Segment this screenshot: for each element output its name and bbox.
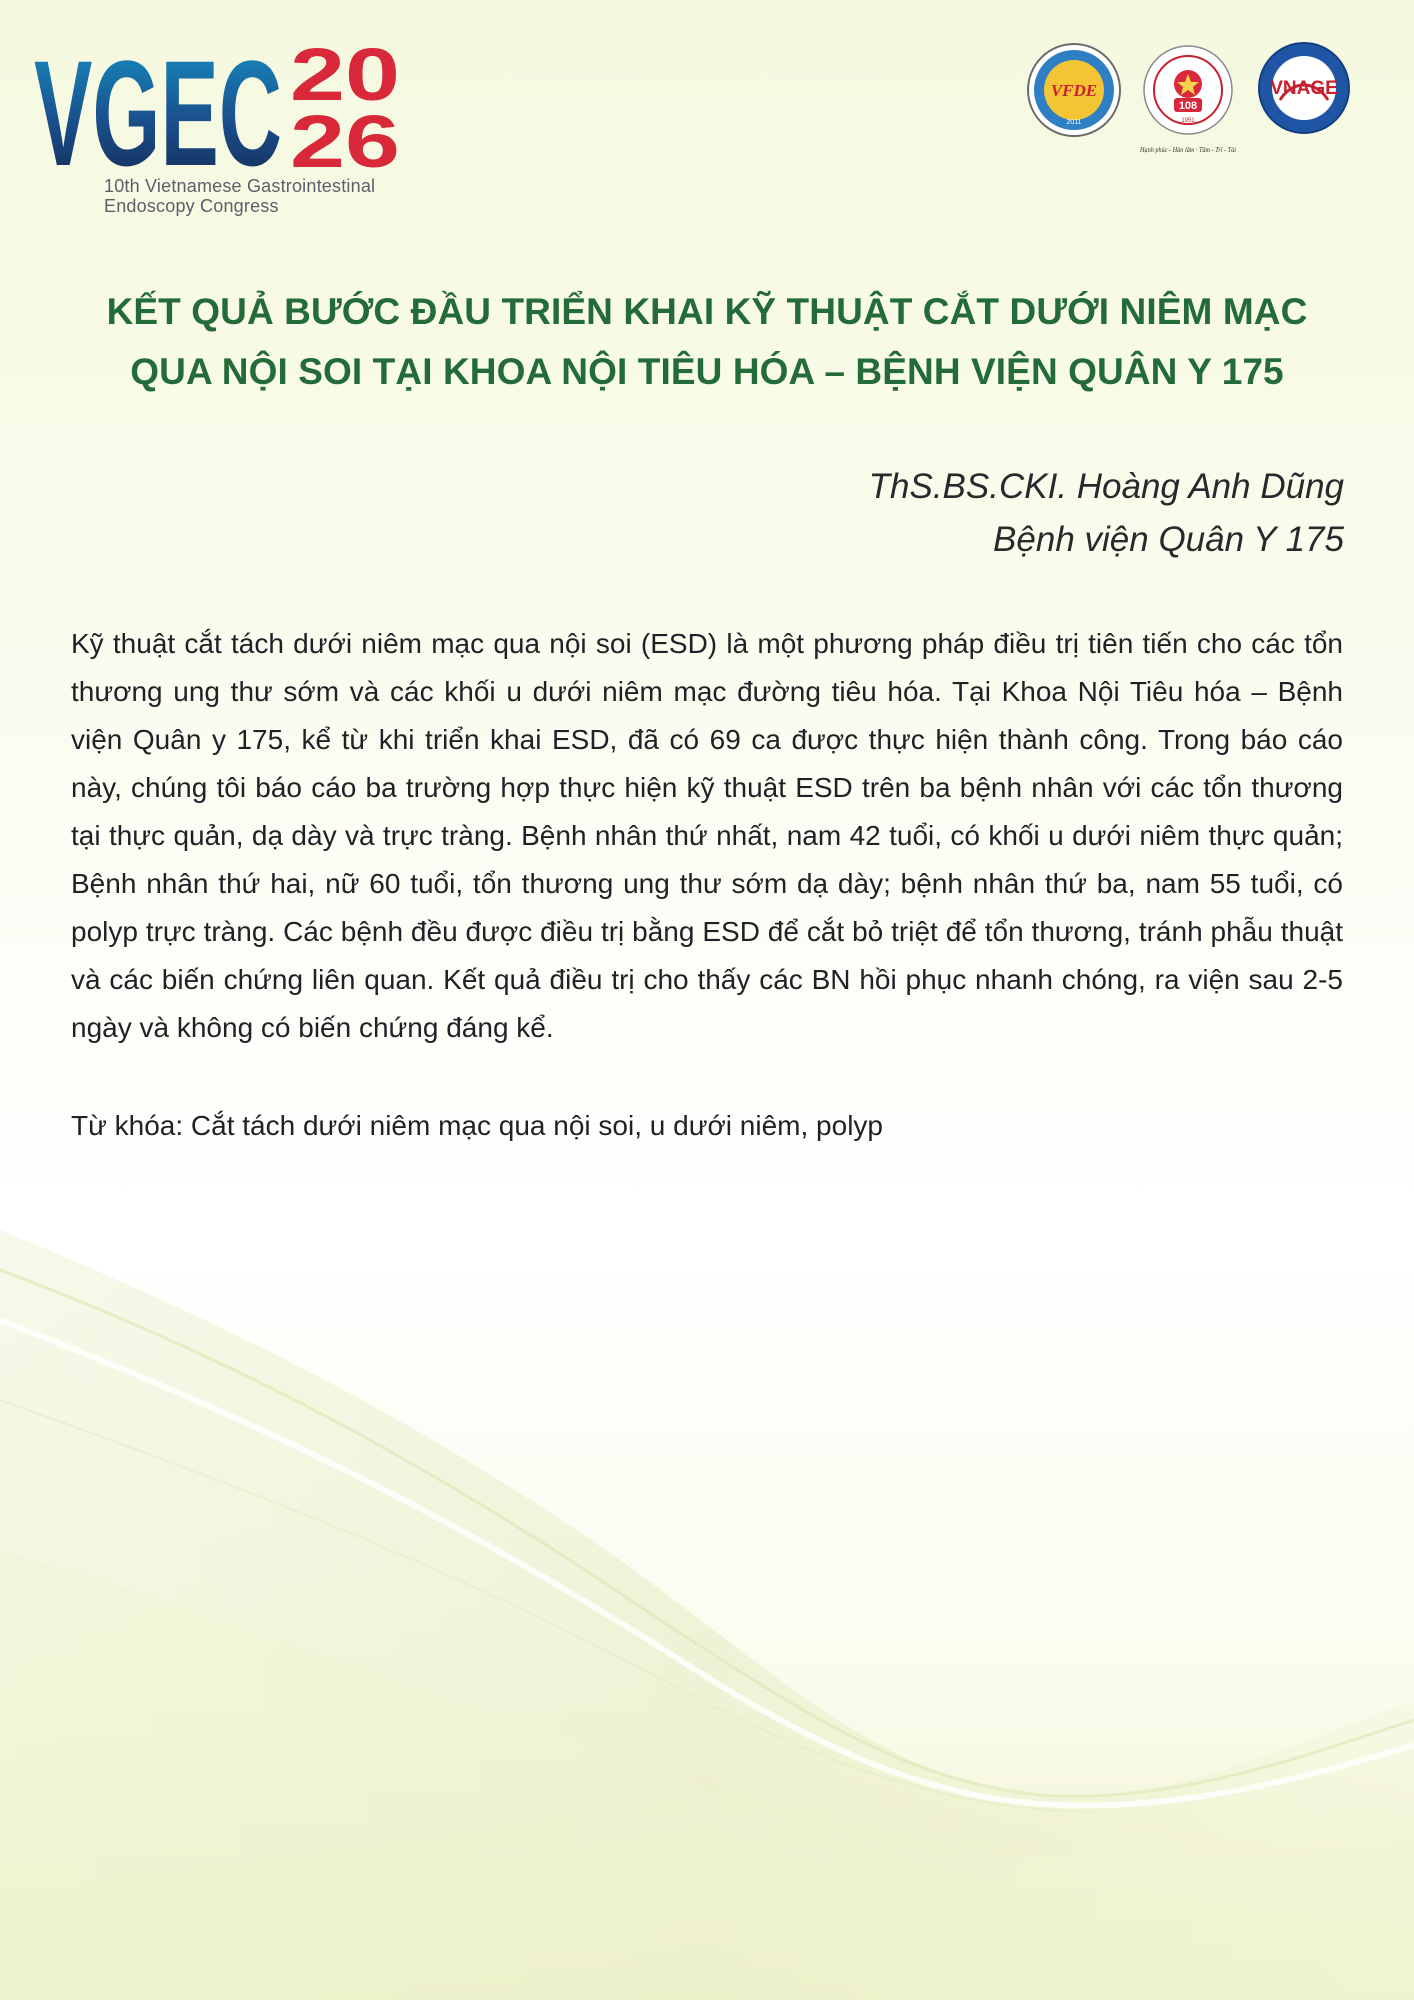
title-line-2: QUA NỘI SOI TẠI KHOA NỘI TIÊU HÓA – BỆNH VIỆN QUÂN Y 175 xyxy=(130,351,1284,392)
subtitle-line-1: 10th Vietnamese Gastrointestinal xyxy=(104,176,376,196)
vgec-letters: VGEC xyxy=(34,30,282,180)
vgec-logo-mark xyxy=(34,30,414,180)
abstract-body: Kỹ thuật cắt tách dưới niêm mạc qua nội soi (ESD) là một phương pháp điều trị tiên tiến cho các tổn thương ung thư sớm và các khối u dưới niêm mạc đường tiêu hóa. Tại Khoa Nội Tiêu hóa – Bệnh viện Quân y 175, kể từ khi triển khai ESD, đã có 69 ca được thực hiện thành công. Trong báo cáo này, chúng tôi báo cáo ba trường hợp thực hiện kỹ thuật ESD trên ba bệnh nhân với các tổn thương tại thực quản, dạ dày và trực tràng. Bệnh nhân thứ nhất, nam 42 tuổi, có khối u dưới niêm thực quản; Bệnh nhân thứ hai, nữ 60 tuổi, tổn thương ung thư sớm dạ dày; bệnh nhân thứ ba, nam 55 tuổi, có polyp trực tràng. Các bệnh đều được điều trị bằng ESD để cắt bỏ triệt để tổn thương, tránh phẫu thuật và các biến chứng liên quan. Kết quả điều trị cho thấy các BN hồi phục nhanh chóng, ra viện sau 2-5 ngày và không có biến chứng đáng kể. xyxy=(71,628,1343,1043)
year-bottom: 26 xyxy=(290,100,400,180)
vgec-2026-logo xyxy=(34,30,414,220)
title-line-1: KẾT QUẢ BƯỚC ĐẦU TRIỂN KHAI KỸ THUẬT CẮT DƯỚI NIÊM MẠC xyxy=(106,291,1308,332)
hospital-108-seal-year: 1951 xyxy=(1181,118,1195,124)
abstract-title xyxy=(70,282,1344,402)
hospital-108-seal-text: 108 xyxy=(1178,100,1198,112)
hospital-108-seal-icon xyxy=(1138,40,1238,170)
keywords: Từ khóa: Cắt tách dưới niêm mạc qua nội soi, u dưới niêm, polyp xyxy=(71,1110,883,1141)
vnage-seal-text: VNAGE xyxy=(1270,78,1338,99)
vfde-seal-year: 2011 xyxy=(1066,119,1082,126)
vfde-seal-icon xyxy=(1026,40,1122,144)
author-affiliation: Bệnh viện Quân Y 175 xyxy=(993,520,1344,559)
subtitle-line-2: Endoscopy Congress xyxy=(104,196,279,216)
congress-subtitle xyxy=(104,176,384,216)
vfde-seal-text: VFDE xyxy=(1050,81,1098,100)
author-block xyxy=(444,460,1344,566)
author-name: ThS.BS.CKI. Hoàng Anh Dũng xyxy=(868,467,1344,506)
year-top: 20 xyxy=(290,33,400,116)
partner-seals xyxy=(1026,40,1366,170)
vnage-seal-icon xyxy=(1256,40,1352,136)
hospital-108-motto: Hạnh phúc - Hàn lâm · Tâm - Trí - Tài xyxy=(1139,145,1236,154)
